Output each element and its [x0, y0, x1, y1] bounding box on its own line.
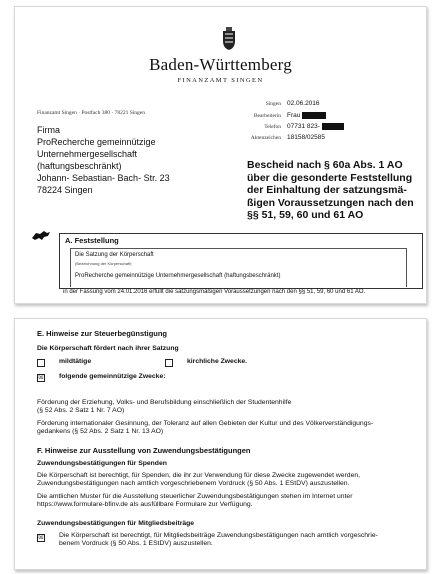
coat-of-arms-icon: [220, 27, 238, 51]
entity-frame: [70, 248, 407, 287]
option-kirchliche: kirchliche Zwecke.: [187, 358, 248, 365]
section-f-sub-mitglieder: Zuwendungsbestätigungen für Mitgliedsbeiträge: [37, 520, 195, 527]
redaction-bar: [322, 123, 344, 130]
clerk-field: [287, 112, 326, 119]
subject-heading: Bescheid nach § 60a Abs. 1 AO über die gesonderte Feststellung der Einhaltung der satzungsmä-ßigen Voraussetzungen nach den §§ 51, 59, 60 und 61 AO: [247, 159, 414, 221]
file-label: Aktenzeichen: [250, 135, 281, 141]
mitglieder-para-line-1: Die Körperschaft ist berechtigt, für Mitgliedsbeiträge Zuwendungsbestätigungen nach amtlich vorgeschrie-: [59, 532, 378, 539]
recipient-line: ProRecherche gemeinnützige: [37, 137, 156, 147]
clerk-label: Bearbeiterin: [253, 113, 281, 119]
purpose-1-line-1: Förderung der Erziehung, Volks- und Berufsbildung einschließlich der Studentenhilfe: [37, 399, 292, 406]
lion-emblem-icon: [31, 229, 51, 241]
purpose-2-line-2: gedankens (§ 52 Abs. 2 Satz 1 Nr. 13 AO): [37, 428, 164, 435]
recipient-line: Johann- Sebastian- Bach- Str. 23: [37, 173, 170, 183]
section-e-title: E. Hinweise zur Steuerbegünstigung: [37, 329, 168, 338]
checkbox-kirchliche[interactable]: [165, 359, 173, 367]
recipient-line: Firma: [37, 125, 60, 135]
spenden-para-line-2: Zuwendungsbestätigungen nach amtlich vorgeschriebenem Vordruck (§ 50 Abs. 1 EStDV) auszustellen.: [37, 480, 350, 487]
phone-field: [287, 123, 344, 130]
phone-value: 07731 823-: [287, 123, 320, 131]
muster-para-line-1: Die amtlichen Muster für die Ausstellung steuerlicher Zuwendungsbestätigungen stehen im Internet unter: [37, 493, 353, 500]
letter-page-1: [14, 6, 427, 304]
date-label: Singen: [265, 101, 281, 107]
entity-name: ProRecherche gemeinnützige Unternehmergesellschaft (haftungsbeschränkt): [75, 273, 281, 279]
version-statement: in der Fassung vom 24.01.2016 erfüllt die satzungsmäßigen Voraussetzungen nach den §§ 51, 59, 60 und 61 AO.: [63, 289, 366, 295]
file-value: 18158/02585: [287, 134, 325, 141]
purpose-2-line-1: Förderung internationaler Gesinnung, der Toleranz auf allen Gebieten der Kultur und des Völkerverständigungs-: [37, 420, 374, 427]
purpose-1-line-2: (§ 52 Abs. 2 Satz 1 Nr. 7 AO): [37, 407, 125, 414]
phone-label: Telefon: [264, 124, 281, 130]
option-mildtaetige: mildtätige: [59, 358, 92, 365]
checkbox-mildtaetige[interactable]: [37, 359, 45, 367]
checkbox-gemeinnuetzige[interactable]: ☒: [38, 375, 44, 381]
state-name: Baden-Württemberg: [149, 55, 292, 74]
section-f-sub-spenden: Zuwendungsbestätigungen für Spenden: [37, 460, 167, 467]
designation-label: (Bezeichnung der Körperschaft): [75, 261, 132, 266]
clerk-value: Frau: [287, 112, 301, 120]
spenden-para-line-1: Die Körperschaft ist berechtigt, für Spenden, die ihr zur Verwendung für diese Zwecke zugewendet werden,: [37, 472, 361, 479]
recipient-line: (haftungsbeschränkt): [37, 161, 122, 171]
statute-line: Die Satzung der Körperschaft: [75, 252, 154, 258]
date-value: 02.06.2016: [287, 100, 320, 107]
muster-para-line-2: https://www.formulare-bfinv.de als ausfüllbare Formulare zur Verfügung.: [37, 501, 253, 508]
letter-page-2: [14, 318, 427, 570]
section-a-title: A. Feststellung: [65, 236, 119, 245]
feststellung-box: [59, 233, 423, 289]
sender-line: Finanzamt Singen · Postfach 380 · 78221 Singen: [37, 110, 146, 116]
office-name: FINANZAMT SINGEN: [177, 77, 264, 84]
section-f-title: F. Hinweise zur Ausstellung von Zuwendungsbestätigungen: [37, 446, 251, 455]
mitglieder-para-line-2: benem Vordruck (§ 50 Abs. 1 EStDV) auszustellen.: [59, 540, 213, 547]
redaction-bar: [302, 112, 326, 119]
recipient-line: 78224 Singen: [37, 185, 93, 195]
checkbox-mitgliedsbeitraege[interactable]: ☒: [38, 535, 44, 541]
option-gemeinnuetzige: folgende gemeinnützige Zwecke:: [59, 373, 166, 380]
recipient-line: Unternehmergesellschaft: [37, 149, 138, 159]
section-e-intro: Die Körperschaft fördert nach ihrer Satzung: [37, 345, 179, 352]
